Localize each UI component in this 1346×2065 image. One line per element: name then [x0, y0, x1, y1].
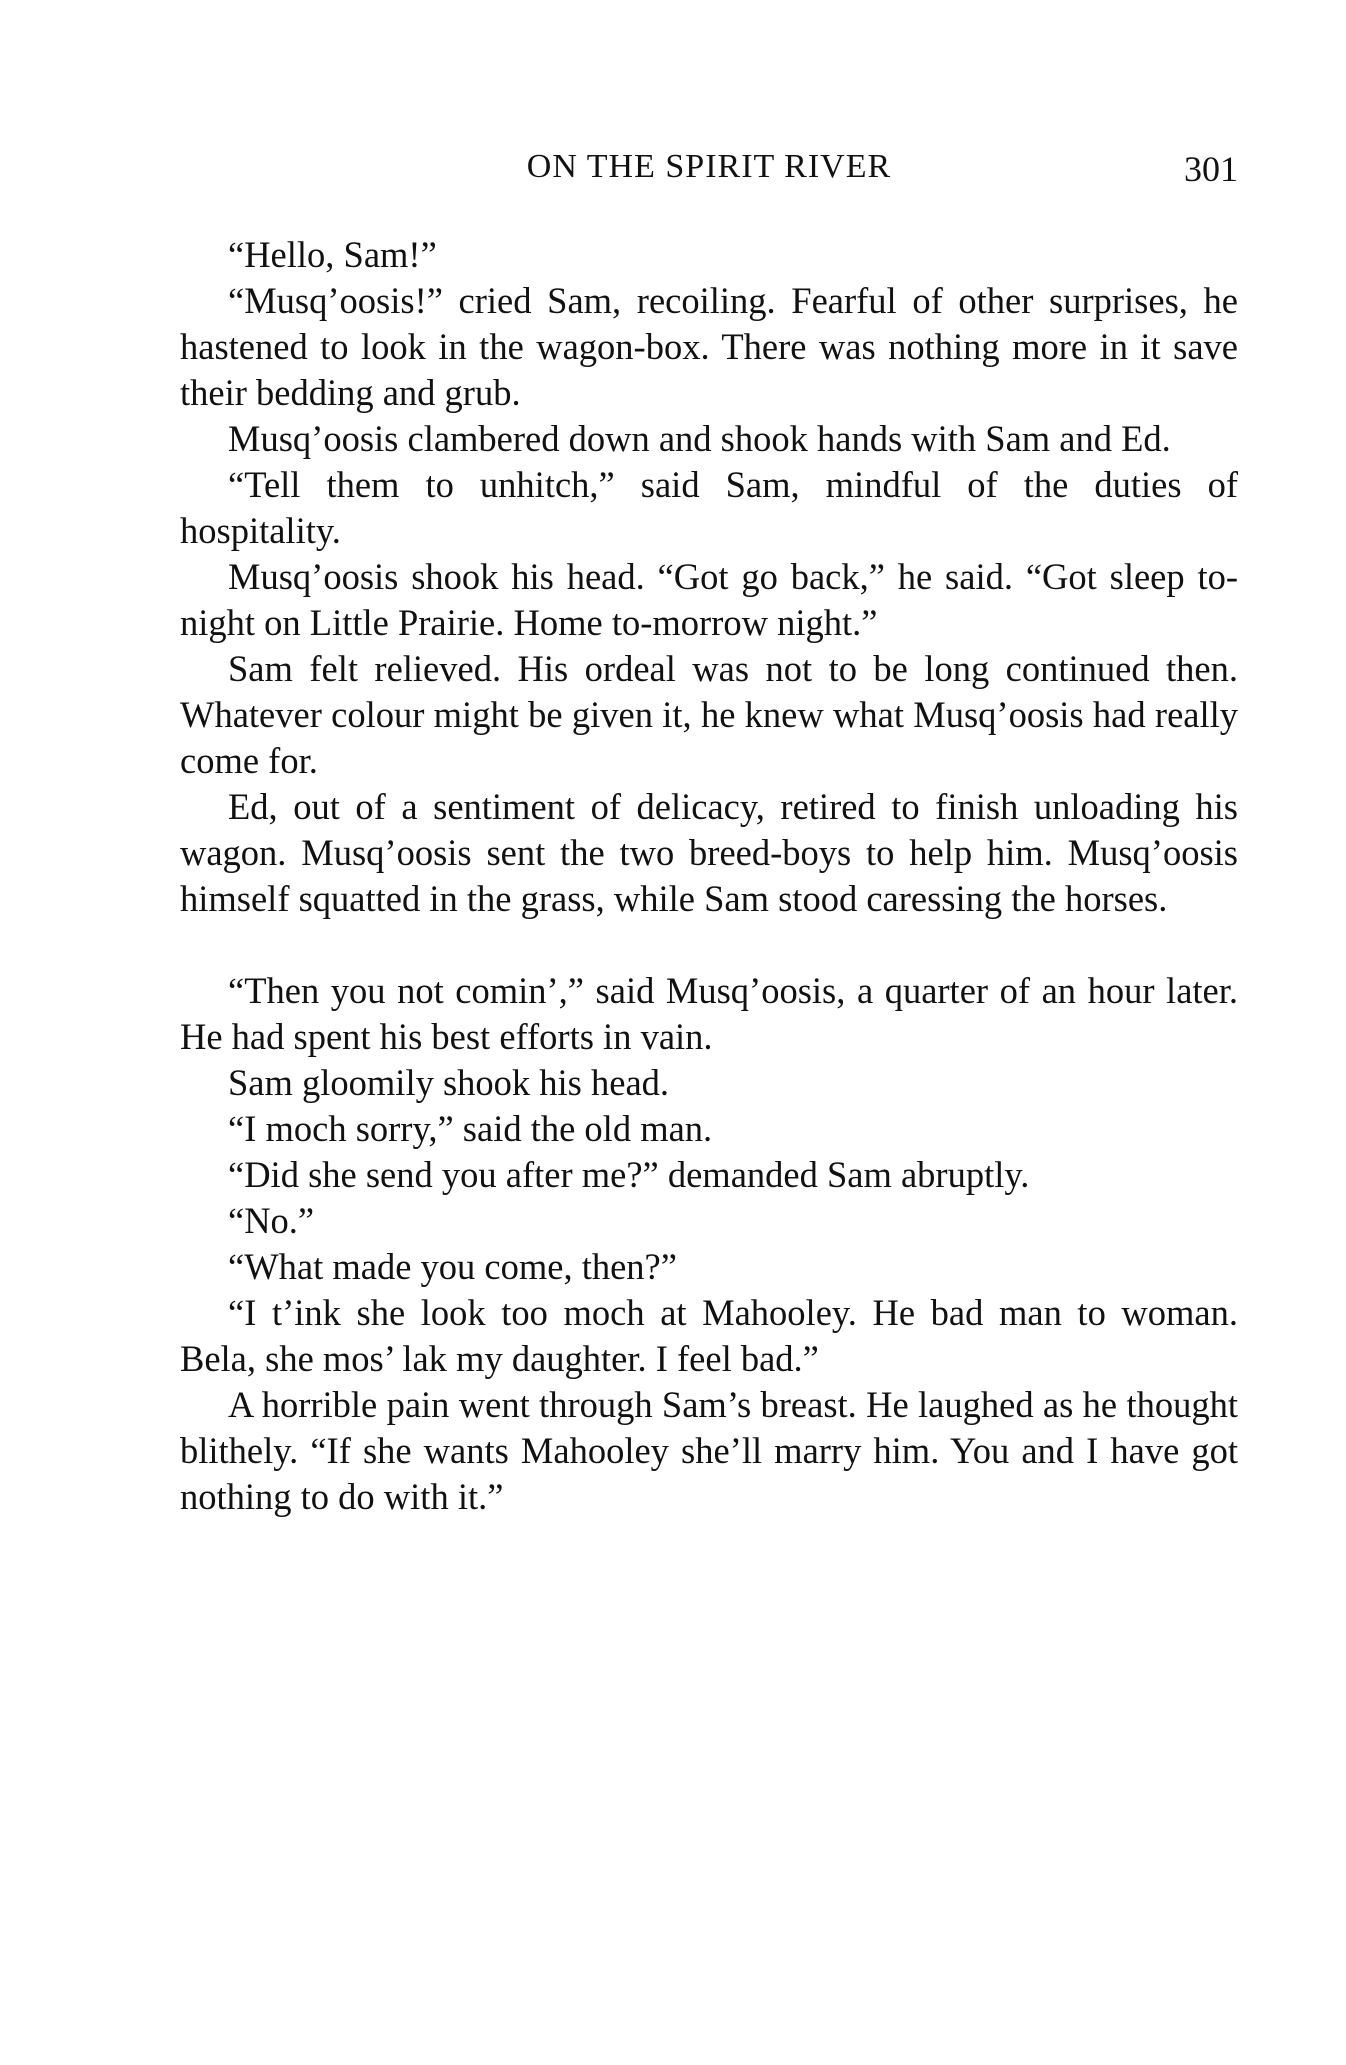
paragraph: Sam gloomily shook his head.	[228, 1062, 670, 1103]
paragraph: “Tell them to unhitch,” said Sam, mindful of the duties of hospitality.	[180, 464, 1238, 551]
page-header	[180, 148, 1238, 198]
paragraph: Sam felt relieved. His ordeal was not to be long continued then. Whatever colour might be given it, he knew what Musq’oosis had really come for.	[180, 648, 1238, 781]
paragraph: “Then you not comin’,” said Musq’oosis, a quarter of an hour later. He had spent his best efforts in vain.	[180, 970, 1238, 1057]
paragraph: Musq’oosis shook his head. “Got go back,” he said. “Got sleep to-night on Little Prairie. Home to-morrow night.”	[180, 556, 1238, 643]
section-break	[180, 922, 1238, 968]
paragraph: “I moch sorry,” said the old man.	[228, 1108, 713, 1149]
paragraph: “No.”	[228, 1200, 315, 1241]
paragraph: “Musq’oosis!” cried Sam, recoiling. Fearful of other surprises, he hastened to look in the wagon-box. There was nothing more in it save their bedding and grub.	[180, 280, 1238, 413]
paragraph: Musq’oosis clambered down and shook hands with Sam and Ed.	[228, 418, 1171, 459]
paragraph: Ed, out of a sentiment of delicacy, retired to finish unloading his wagon. Musq’oosis sent the two breed-boys to help him. Musq’oosis himself squatted in the grass, while Sam stood caressing the horses.	[180, 786, 1238, 919]
paragraph: “Hello, Sam!”	[228, 234, 437, 275]
body-text	[180, 232, 1238, 1520]
paragraph: “What made you come, then?”	[228, 1246, 677, 1287]
paragraph: A horrible pain went through Sam’s breast. He laughed as he thought blithely. “If she wants Mahooley she’ll marry him. You and I have got nothing to do with it.”	[180, 1384, 1238, 1517]
paragraph: “I t’ink she look too moch at Mahooley. He bad man to woman. Bela, she mos’ lak my daughter. I feel bad.”	[180, 1292, 1238, 1379]
page-number: 301	[1184, 149, 1238, 189]
paragraph: “Did she send you after me?” demanded Sam abruptly.	[228, 1154, 1030, 1195]
running-head: ON THE SPIRIT RIVER	[526, 148, 892, 185]
